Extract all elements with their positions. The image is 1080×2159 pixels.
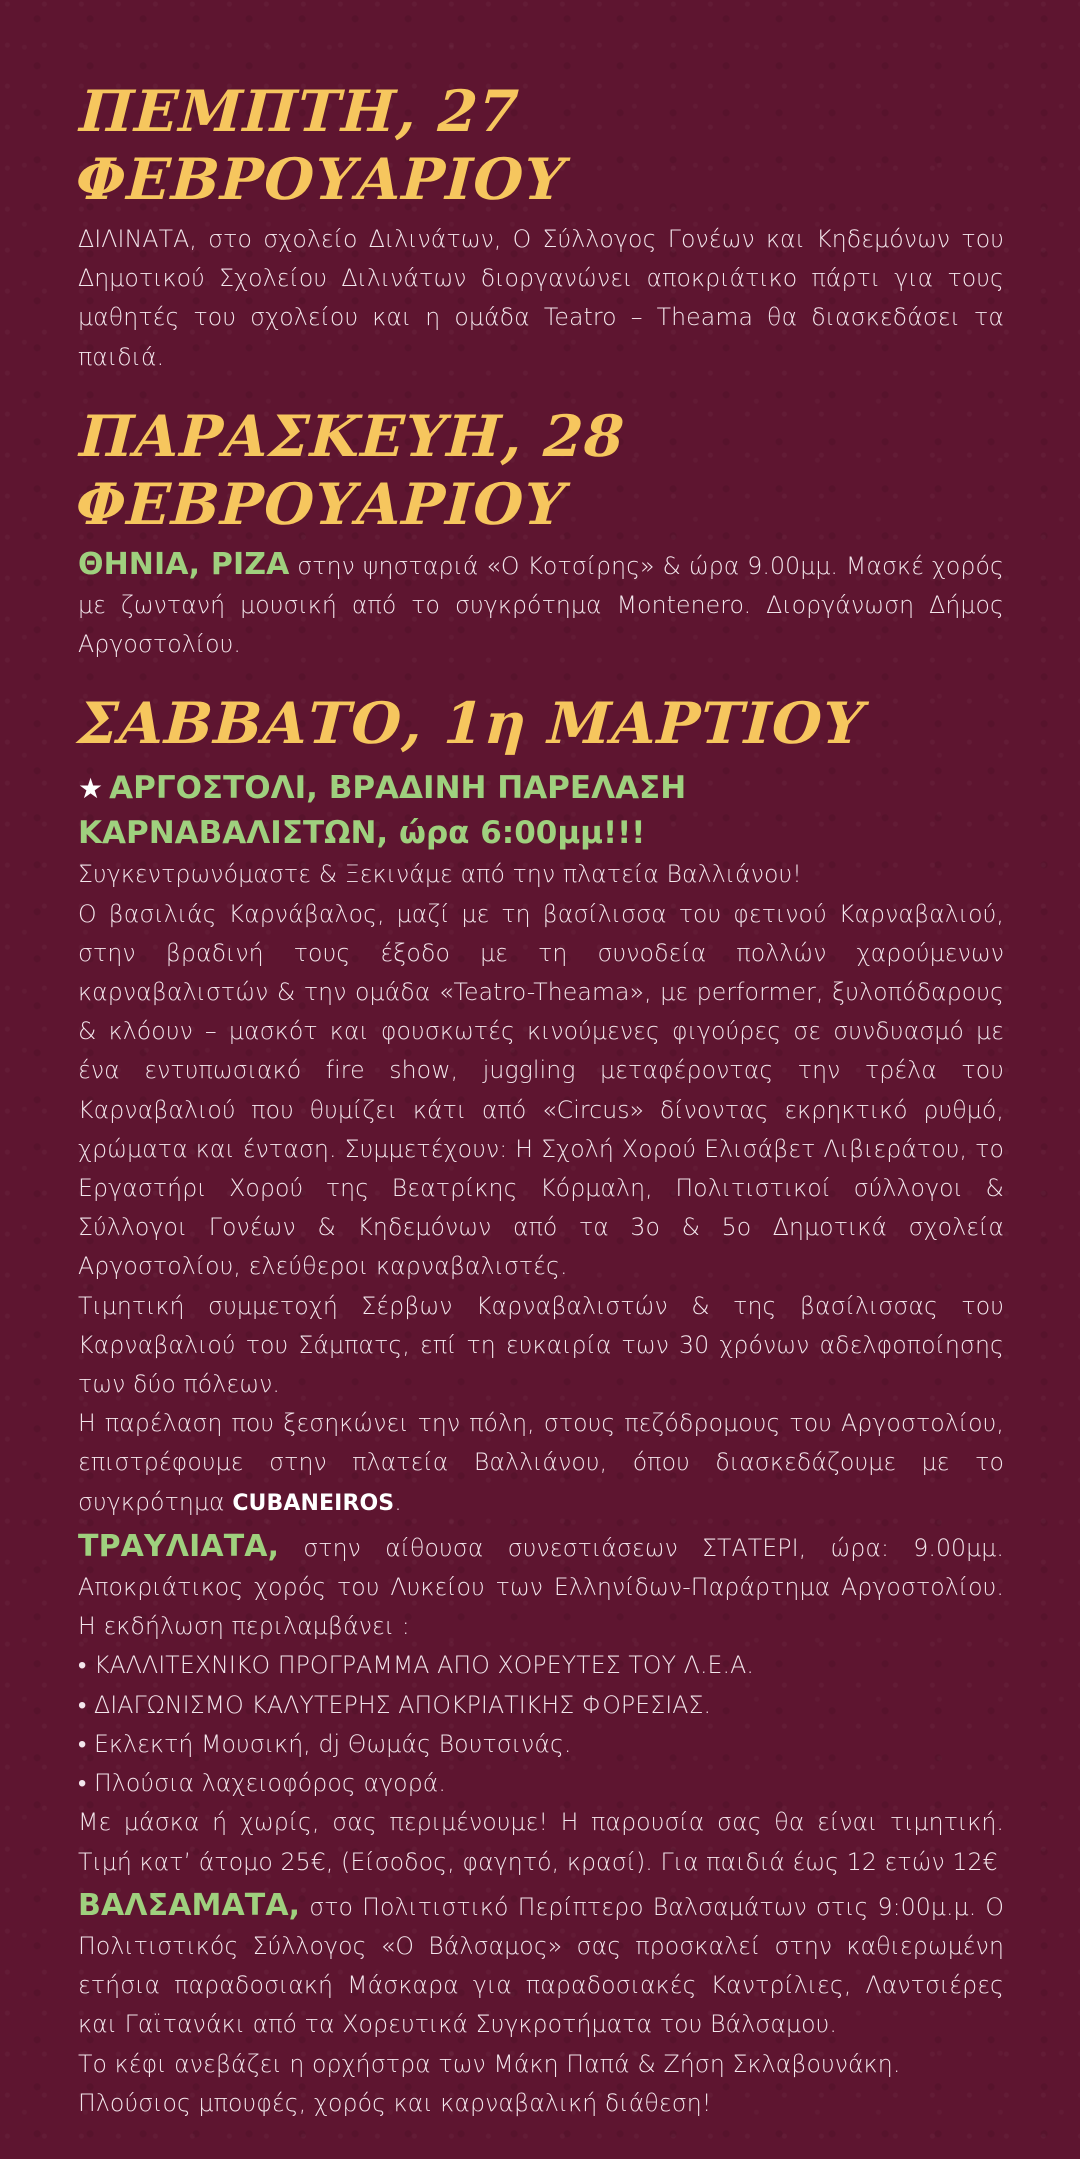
argostoli-heading-line1 bbox=[78, 766, 1004, 811]
dilinata-paragraph: ΔΙΛΙΝΑΤΑ, στο σχολείο Διλινάτων, Ο Σύλλογος Γονέων και Κηδεμόνων του Δημοτικού Σχολείου Διλινάτων διοργανώνει αποκριάτικο πάρτι για τους μαθητές του σχολείου και η ομάδα Teatro – Theama θα διασκεδάσει τα παιδιά. bbox=[78, 225, 1004, 371]
period: . bbox=[394, 1487, 402, 1516]
valsamata-paragraph bbox=[78, 1886, 1004, 2045]
place-thinia: ΘΗΝΙΑ, ΡΙΖΑ bbox=[78, 546, 290, 582]
travliata-closing: Με μάσκα ή χωρίς, σας περιμένουμε! Η παρουσία σας θα είναι τιμητική. Τιμή κατ’ άτομο 25€, (Είσοδος, φαγητό, κρασί). Για παιδιά έως 12 ετών 12€ bbox=[78, 1808, 1004, 1876]
argostoli-paragraph-2: Τιμητική συμμετοχή Σέρβων Καρναβαλιστών & της βασίλισσας του Καρναβαλιού του Σάμπατς, επί τη ευκαιρία των 30 χρόνων αδελφοποίησης των δύο πόλεων. bbox=[78, 1291, 1004, 1399]
argostoli-paragraph-1: Ο βασιλιάς Καρνάβαλος, μαζί με τη βασίλισσα του φετινού Καρναβαλιού, στην βραδινή τους έξοδο με τη συνοδεία πολλών χαρούμενων καρναβαλιστών & την ομάδα «Teatro-Theama», με performer, ξυλοπόδαρους & κλόουν – μασκότ και φουσκωτές κινούμενες φιγούρες σε συνδυασμό με ένα εντυπωσιακό fire show, juggling μεταφέροντας την τρέλα του Καρναβαλιού που θυμίζει κάτι από «Circus» δίνοντας εκρηκτικό ρυθμό, χρώματα και ένταση. Συμμετέχουν: Η Σχολή Χορού Ελισάβετ Λιβιεράτου, το Εργαστήρι Χορού της Βεατρίκης Κόρμαλη, Πολιτιστικοί σύλλογοι & Σύλλογοι Γονέων & Κηδεμόνων από τα 3ο & 5ο Δημοτικά σχολεία Αργοστολίου, ελεύθεροι καρναβαλιστές. bbox=[78, 899, 1004, 1281]
day-heading-saturday: ΣΑΒΒΑΤΟ, 1η ΜΑΡΤΙΟΥ bbox=[76, 690, 867, 758]
travliata-paragraph bbox=[78, 1527, 1004, 1647]
valsamata-text: στο Πολιτιστικό Περίπτερο Βαλσαμάτων στις 9:00μ.μ. Ο Πολιτιστικός Σύλλογος «Ο Βάλσαμος» σας προσκαλεί στην καθιερωμένη ετήσια παραδοσιακή Μάσκαρα για παραδοσιακές Καντρίλιες, Λαντσιέρες και Γαϊτανάκι από τα Χορευτικά Συγκροτήματα του Βάλσαμου. bbox=[78, 1892, 1004, 2039]
list-item: • ΚΑΛΛΙΤΕΧΝΙΚΟ ΠΡΟΓΡΑΜΜΑ ΑΠΟ ΧΟΡΕΥΤΕΣ ΤΟΥ Λ.Ε.Α. bbox=[78, 1651, 754, 1680]
valsamata-line-2: Πλούσιος μπουφές, χορός και καρναβαλική διάθεση! bbox=[78, 2088, 712, 2117]
star-icon: ★ bbox=[78, 772, 104, 806]
place-travliata: ΤΡΑΥΛΙΑΤΑ, bbox=[78, 1528, 280, 1564]
list-item: • Εκλεκτή Μουσική, dj Θωμάς Βουτσινάς. bbox=[78, 1729, 572, 1758]
day-heading-thursday: ΠΕΜΠΤΗ, 27 ΦΕΒΡΟΥΑΡΙΟΥ bbox=[74, 78, 568, 213]
travliata-text: στην αίθουσα συνεστιάσεων ΣΤΑΤΕΡΙ, ώρα: 9.00μμ. Αποκριάτικος χορός του Λυκείου των Ελληνίδων-Παράρτημα Αργοστολίου. Η εκδήλωση περιλαμβάνει : bbox=[78, 1533, 1004, 1641]
list-item: • ΔΙΑΓΩΝΙΣΜΟ ΚΑΛΥΤΕΡΗΣ ΑΠΟΚΡΙΑΤΙΚΗΣ ΦΟΡΕΣΙΑΣ. bbox=[78, 1690, 712, 1719]
argostoli-heading-text1: ΑΡΓΟΣΤΟΛΙ, ΒΡΑΔΙΝΗ ΠΑΡΕΛΑΣΗ bbox=[109, 770, 687, 807]
band-name: CUBANEIROS bbox=[232, 1490, 395, 1516]
day-heading-friday: ΠΑΡΑΣΚΕΥΗ, 28 ΦΕΒΡΟΥΑΡΙΟΥ bbox=[74, 402, 627, 538]
list-item: • Πλούσια λαχειοφόρος αγορά. bbox=[78, 1769, 447, 1798]
argostoli-heading-line2: ΚΑΡΝΑΒΑΛΙΣΤΩΝ, ώρα 6:00μμ!!! bbox=[78, 815, 646, 852]
thinia-paragraph bbox=[78, 545, 1004, 665]
spacer bbox=[78, 377, 1004, 403]
argostoli-paragraph-3 bbox=[78, 1404, 1004, 1523]
thinia-text: στην ψησταριά «Ο Κοτσίρης» & ώρα 9.00μμ. Μασκέ χορός με ζωντανή μουσική από το συγκρότημα Montenero. Διοργάνωση Δήμος Αργοστολίου. bbox=[78, 551, 1004, 659]
argostoli-paragraph-3-text: Η παρέλαση που ξεσηκώνει την πόλη, στους πεζόδρομους του Αργοστολίου, επιστρέφουμε στην πλατεία Βαλλιάνου, όπου διασκεδάζουμε με το συγκρότημα bbox=[78, 1409, 1004, 1516]
travliata-list bbox=[78, 1646, 1004, 1803]
valsamata-line-1: Το κέφι ανεβάζει η ορχήστρα των Μάκη Παπά & Ζήση Σκλαβουνάκη. bbox=[78, 2049, 901, 2078]
place-valsamata: ΒΑΛΣΑΜΑΤΑ, bbox=[78, 1887, 301, 1923]
spacer bbox=[78, 664, 1004, 690]
argostoli-intro: Συγκεντρωνόμαστε & Ξεκινάμε από την πλατεία Βαλλιάνου! bbox=[78, 860, 802, 889]
argostoli-heading bbox=[78, 766, 1004, 855]
